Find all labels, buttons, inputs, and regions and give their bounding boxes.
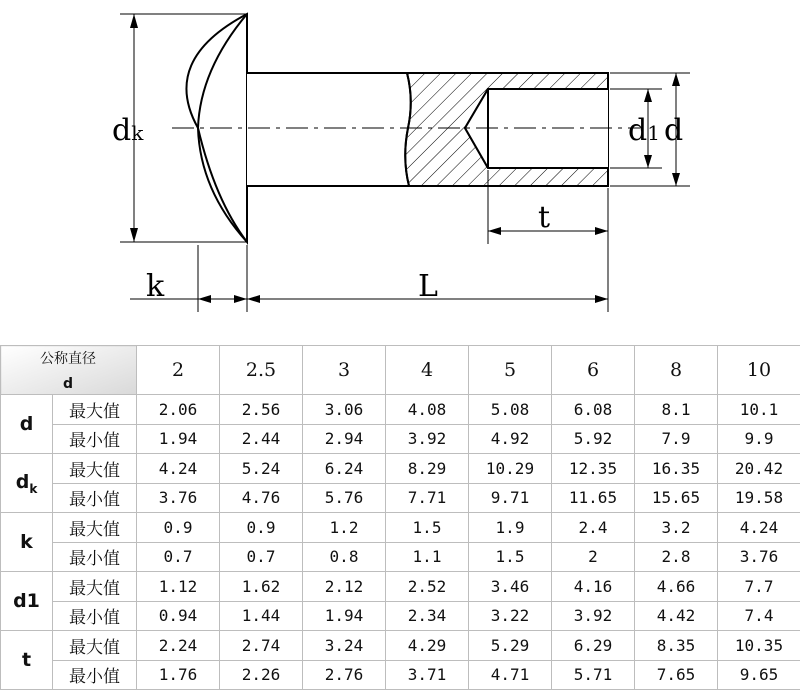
value-cell: 0.9 xyxy=(220,513,303,543)
value-cell: 2 xyxy=(552,542,635,572)
value-cell: 2.76 xyxy=(303,660,386,690)
table-row xyxy=(1,542,800,572)
value-cell: 2.94 xyxy=(303,424,386,454)
value-cell: 0.7 xyxy=(137,542,220,572)
min-label: 最小值 xyxy=(53,601,137,631)
value-cell: 3.2 xyxy=(635,513,718,543)
size-header: 3 xyxy=(303,346,386,395)
value-cell: 15.65 xyxy=(635,483,718,513)
table-row xyxy=(1,454,800,484)
nominal-diameter-header xyxy=(1,346,137,395)
value-cell: 4.16 xyxy=(552,572,635,602)
value-cell: 4.24 xyxy=(137,454,220,484)
value-cell: 2.52 xyxy=(386,572,469,602)
param-d1 xyxy=(1,572,53,631)
table-row xyxy=(1,513,800,543)
table-row xyxy=(1,631,800,661)
value-cell: 9.65 xyxy=(718,660,800,690)
value-cell: 3.71 xyxy=(386,660,469,690)
value-cell: 11.65 xyxy=(552,483,635,513)
value-cell: 2.26 xyxy=(220,660,303,690)
value-cell: 2.24 xyxy=(137,631,220,661)
value-cell: 3.76 xyxy=(718,542,800,572)
value-cell: 7.65 xyxy=(635,660,718,690)
min-label: 最小值 xyxy=(53,660,137,690)
dim-label-d: d xyxy=(664,113,683,148)
value-cell: 1.44 xyxy=(220,601,303,631)
value-cell: 10.29 xyxy=(469,454,552,484)
table-row xyxy=(1,572,800,602)
value-cell: 9.71 xyxy=(469,483,552,513)
value-cell: 1.2 xyxy=(303,513,386,543)
value-cell: 4.29 xyxy=(386,631,469,661)
max-label: 最大值 xyxy=(53,513,137,543)
param-dk xyxy=(1,454,53,513)
value-cell: 2.8 xyxy=(635,542,718,572)
value-cell: 3.22 xyxy=(469,601,552,631)
value-cell: 12.35 xyxy=(552,454,635,484)
value-cell: 8.29 xyxy=(386,454,469,484)
value-cell: 2.74 xyxy=(220,631,303,661)
value-cell: 5.29 xyxy=(469,631,552,661)
dim-label-k: k xyxy=(146,269,165,304)
value-cell: 4.76 xyxy=(220,483,303,513)
value-cell: 7.7 xyxy=(718,572,800,602)
value-cell: 1.9 xyxy=(469,513,552,543)
param-name: k xyxy=(20,531,33,553)
value-cell: 7.9 xyxy=(635,424,718,454)
value-cell: 3.06 xyxy=(303,395,386,425)
value-cell: 0.94 xyxy=(137,601,220,631)
value-cell: 5.71 xyxy=(552,660,635,690)
value-cell: 10.1 xyxy=(718,395,800,425)
max-label: 最大值 xyxy=(53,631,137,661)
table-row xyxy=(1,424,800,454)
value-cell: 7.4 xyxy=(718,601,800,631)
value-cell: 1.94 xyxy=(303,601,386,631)
value-cell: 6.08 xyxy=(552,395,635,425)
table-header-row xyxy=(1,346,800,395)
value-cell: 5.76 xyxy=(303,483,386,513)
rivet-shank xyxy=(247,73,411,186)
value-cell: 2.4 xyxy=(552,513,635,543)
value-cell: 1.94 xyxy=(137,424,220,454)
value-cell: 3.76 xyxy=(137,483,220,513)
table-row xyxy=(1,660,800,690)
max-label: 最大值 xyxy=(53,395,137,425)
value-cell: 4.71 xyxy=(469,660,552,690)
max-label: 最大值 xyxy=(53,454,137,484)
value-cell: 6.24 xyxy=(303,454,386,484)
nominal-diameter-label: 公称直径 xyxy=(9,348,127,368)
value-cell: 4.66 xyxy=(635,572,718,602)
value-cell: 5.24 xyxy=(220,454,303,484)
value-cell: 1.76 xyxy=(137,660,220,690)
value-cell: 2.56 xyxy=(220,395,303,425)
value-cell: 3.92 xyxy=(552,601,635,631)
value-cell: 3.46 xyxy=(469,572,552,602)
value-cell: 0.9 xyxy=(137,513,220,543)
param-name: d1 xyxy=(13,590,40,612)
value-cell: 1.62 xyxy=(220,572,303,602)
value-cell: 1.5 xyxy=(386,513,469,543)
param-d xyxy=(1,395,53,454)
value-cell: 20.42 xyxy=(718,454,800,484)
dimension-spec-table xyxy=(0,345,800,690)
table-row xyxy=(1,483,800,513)
size-header: 6 xyxy=(552,346,635,395)
param-t xyxy=(1,631,53,690)
size-header: 8 xyxy=(635,346,718,395)
param-subscript: k xyxy=(29,481,37,495)
value-cell: 8.1 xyxy=(635,395,718,425)
dim-label-d1: d1 xyxy=(628,113,660,148)
param-name: d xyxy=(16,471,30,493)
size-header: 2 xyxy=(137,346,220,395)
value-cell: 19.58 xyxy=(718,483,800,513)
min-label: 最小值 xyxy=(53,542,137,572)
size-header: 5 xyxy=(469,346,552,395)
value-cell: 10.35 xyxy=(718,631,800,661)
table-row xyxy=(1,601,800,631)
dim-label-t: t xyxy=(538,200,550,235)
value-cell: 4.42 xyxy=(635,601,718,631)
value-cell: 4.08 xyxy=(386,395,469,425)
rivet-technical-drawing xyxy=(0,0,800,340)
dim-label-L: L xyxy=(418,269,438,304)
size-header: 2.5 xyxy=(220,346,303,395)
value-cell: 16.35 xyxy=(635,454,718,484)
size-header: 4 xyxy=(386,346,469,395)
value-cell: 5.92 xyxy=(552,424,635,454)
nominal-diameter-symbol: d xyxy=(9,376,127,392)
dim-label-dk: dk xyxy=(112,113,144,148)
min-label: 最小值 xyxy=(53,483,137,513)
value-cell: 4.24 xyxy=(718,513,800,543)
min-label: 最小值 xyxy=(53,424,137,454)
max-label: 最大值 xyxy=(53,572,137,602)
value-cell: 1.12 xyxy=(137,572,220,602)
value-cell: 2.12 xyxy=(303,572,386,602)
value-cell: 7.71 xyxy=(386,483,469,513)
value-cell: 2.34 xyxy=(386,601,469,631)
value-cell: 2.06 xyxy=(137,395,220,425)
value-cell: 5.08 xyxy=(469,395,552,425)
param-k xyxy=(1,513,53,572)
param-name: d xyxy=(20,413,34,435)
table-row xyxy=(1,395,800,425)
size-header: 10 xyxy=(718,346,800,395)
value-cell: 8.35 xyxy=(635,631,718,661)
value-cell: 3.92 xyxy=(386,424,469,454)
value-cell: 0.8 xyxy=(303,542,386,572)
value-cell: 6.29 xyxy=(552,631,635,661)
value-cell: 4.92 xyxy=(469,424,552,454)
value-cell: 1.5 xyxy=(469,542,552,572)
value-cell: 9.9 xyxy=(718,424,800,454)
param-name: t xyxy=(22,649,31,671)
value-cell: 3.24 xyxy=(303,631,386,661)
value-cell: 2.44 xyxy=(220,424,303,454)
value-cell: 1.1 xyxy=(386,542,469,572)
value-cell: 0.7 xyxy=(220,542,303,572)
